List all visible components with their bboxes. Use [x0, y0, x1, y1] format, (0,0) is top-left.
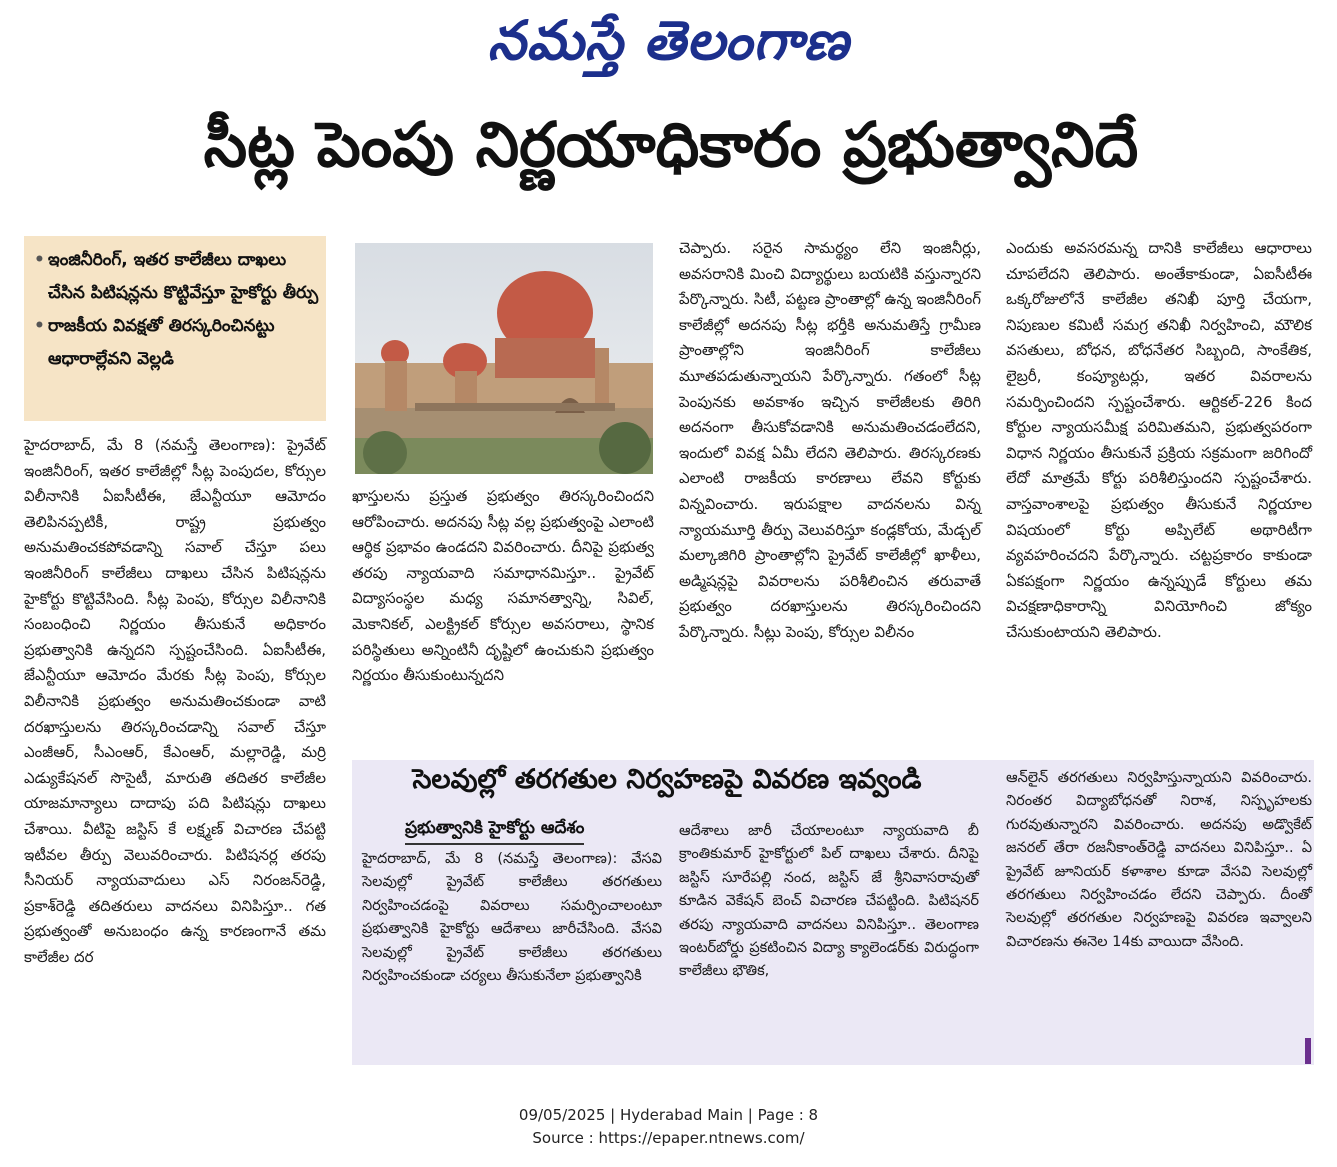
- high-court-building-image: [355, 243, 653, 474]
- highlight-item: • రాజకీయ వివక్షతో తిరస్కరించినట్టు ఆధారాల్లేవని వెల్లడి: [34, 310, 320, 376]
- article-column-2: [352, 484, 654, 689]
- sub-article-column-2: [679, 820, 979, 984]
- sub-article-column-1: [362, 848, 662, 988]
- article-column-3: [679, 236, 981, 646]
- article-text: హైదరాబాద్, మే 8 (నమస్తే తెలంగాణ): ప్రైవేట్ ఇంజినీరింగ్, ఇతర కాలేజీల్లో సీట్ల పెంపుదల, కోర్సుల విలీనానికి ఏఐసీటీఈ, జేఎన్టీయూ ఆమోదం తెలిపినప్పటికీ, రాష్ట్ర ప్రభుత్వం అనుమతించకపోవడాన్ని సవాల్ చేస్తూ పలు ఇంజినీరింగ్ కాలేజీలు దాఖలు చేసిన పిటిషన్లను హైకోర్టు కొట్టివేసింది. సీట్ల పెంపు, కోర్సుల విలీనానికి సంబంధించి నిర్ణయం తీసుకునే అధికారం ప్రభుత్వానికి ఉన్నదని స్పష్టంచేసింది. ఏఐసీటీఈ, జేఎన్టీయూ ఆమోదం మేరకు సీట్ల పెంపు, కోర్సుల విలీనానికి ప్రభుత్వం అనుమతించకుండా వాటి దరఖాస్తులను తిరస్కరించడాన్ని సవాల్ చేస్తూ ఎంజీఆర్, సీఎంఆర్, కేఎంఆర్, మల్లారెడ్డి, మర్రి ఎడ్యుకేషనల్ సొసైటీ, మారుతి తదితర కాలేజీల యాజమాన్యాలు దాదాపు పది పిటిషన్లు దాఖలు చేశాయి. వీటిపై జస్టిస్ కే లక్ష్మణ్ విచారణ చేపట్టి ఇటీవల తీర్పు వెలువరించారు. పిటిషనర్ల తరపు సీనియర్ న్యాయవాదులు ఎస్ నిరంజన్‌రెడ్డి, ప్రకాశ్‌రెడ్డి తదితరులు వాదనలు వినిపిస్తూ.. గత ప్రభుత్వంతో అనుబంధం ఉన్న కారణంగానే తమ కాలేజీల దర: [24, 436, 326, 966]
- article-text: ఆన్‌లైన్ తరగతులు నిర్వహిస్తున్నాయని వివరించారు. నిరంతర విద్యాబోధనతో నిరాశ, నిస్పృహలకు గురవుతున్నారని వివరించారు. అదనపు అడ్వొకేట్ జనరల్ తేరా రజనీకాంత్‌రెడ్డి వాదనలు వినిపిస్తూ.. ఏ ప్రైవేట్ జూనియర్ కళాశాల కూడా వేసవి సెలవుల్లో తరగతులు నిర్వహించడం లేదని చెప్పారు. దీంతో సెలవుల్లో తరగతుల నిర్వహణపై వివరణ ఇవ్వాలని విచారణను ఈనెల 14కు వాయిదా వేసింది.: [1006, 770, 1312, 950]
- masthead-logo: నమస్తే తెలంగాణ: [487, 8, 850, 72]
- footer-source: Source : https://epaper.ntnews.com/: [532, 1129, 805, 1147]
- article-column-4: [1006, 236, 1312, 646]
- sub-article-column-3: [1006, 767, 1312, 954]
- end-mark: [1305, 1038, 1311, 1064]
- page-headline: సీట్ల పెంపు నిర్ణయాధికారం ప్రభుత్వానిదే: [203, 108, 1139, 181]
- sub-article-kicker: ప్రభుత్వానికి హైకోర్టు ఆదేశం: [405, 818, 584, 842]
- highlight-item: • ఇంజినీరింగ్, ఇతర కాలేజీలు దాఖలు చేసిన పిటిషన్లను కొట్టివేస్తూ హైకోర్టు తీర్పు: [34, 244, 320, 310]
- article-text: హైదరాబాద్, మే 8 (నమస్తే తెలంగాణ): వేసవి సెలవుల్లో ప్రైవేట్ కాలేజీలు తరగతులు నిర్వహించడంపై వివరాలు సమర్పించాలంటూ ప్రభుత్వానికి హైకోర్టు ఆదేశాలు జారీచేసింది. వేసవి సెలవుల్లో ప్రైవేట్ కాలేజీలు తరగతులు నిర్వహించకుండా చర్యలు తీసుకునేలా ప్రభుత్వానికి: [362, 851, 662, 985]
- footer-date-edition: 09/05/2025 | Hyderabad Main | Page : 8: [518, 1106, 819, 1124]
- article-text: చెప్పారు. సరైన సామర్థ్యం లేని ఇంజినీర్లు, అవసరానికి మించి విద్యార్థులు బయటికి వస్తున్నారని పేర్కొన్నారు. సిటీ, పట్టణ ప్రాంతాల్లో ఉన్న ఇంజినీరింగ్ కాలేజీల్లో అదనపు సీట్ల భర్తీకి అనుమతిస్తే గ్రామీణ ప్రాంతాల్లోని ఇంజినీరింగ్ కాలేజీలు మూతపడుతున్నాయని పేర్కొన్నారు. గతంలో సీట్ల పెంపునకు అవకాశం ఇచ్చిన కాలేజీలకు తిరిగి అదనంగా తీసుకోవడానికి అనుమతించడంలేదని, ఇందులో వివక్ష ఏమీ లేదని తెలిపారు. తిరస్కరణకు ఎలాంటి రాజకీయ కారణాలు లేవని కోర్టుకు విన్నవించారు. ఇరుపక్షాల వాదనలను విన్న న్యాయమూర్తి తీర్పు వెలువరిస్తూ కండ్లకోయ, మేడ్చల్ మల్కాజిగిరి ప్రాంతాల్లోని ప్రైవేట్ కాలేజీల్లో ఖాళీలు, అడ్మిషన్లపై వివరాలను పరిశీలించిన తరువాతే ప్రభుత్వం దరఖాస్తులను తిరస్కరించిందని పేర్కొన్నారు. సీట్లు పెంపు, కోర్సుల విలీనం: [679, 239, 981, 641]
- highlights-box: [24, 236, 326, 421]
- article-text: ఆదేశాలు జారీ చేయాలంటూ న్యాయవాది బీ క్రాంతికుమార్ హైకోర్టులో పిల్ దాఖలు చేశారు. దీనిపై జస్టిస్ సూరేపల్లి నంద, జస్టిస్ జే శ్రీనివాసరావుతో కూడిన వెకేషన్ బెంచ్ విచారణ చేపట్టింది. పిటిషనర్ తరపు న్యాయవాది వాదనలు వినిపిస్తూ.. తెలంగాణ ఇంటర్‌బోర్డు ప్రకటించిన విద్యా క్యాలెండర్‌కు విరుద్ధంగా కాలేజీలు భౌతిక,: [679, 823, 979, 980]
- article-text: ఖాస్తులను ప్రస్తుత ప్రభుత్వం తిరస్కరించిందని ఆరోపించారు. అదనపు సీట్ల వల్ల ప్రభుత్వంపై ఎలాంటి ఆర్థిక ప్రభావం ఉండదని వివరించారు. దీనిపై ప్రభుత్వ తరపు న్యాయవాది సమాధానమిస్తూ.. ప్రైవేట్ విద్యాసంస్థల మధ్య సమానత్వాన్ని, సివిల్, మెకానికల్, ఎలక్ట్రికల్ కోర్సుల అవసరాలు, స్థానిక పరిస్థితులు అన్నింటినీ దృష్టిలో ఉంచుకుని ప్రభుత్వం నిర్ణయం తీసుకుంటున్నదని: [352, 487, 654, 685]
- article-text: ఎందుకు అవసరమన్న దానికి కాలేజీలు ఆధారాలు చూపలేదని తెలిపారు. అంతేకాకుండా, ఏఐసీటీఈ ఒక్కరోజులోనే కాలేజీల తనిఖీ పూర్తి చేయగా, నిపుణుల కమిటీ సమగ్ర తనిఖీ నిర్వహించి, మౌలిక వసతులు, బోధన, బోధనేతర సిబ్బంది, సాంకేతిక, లైబ్రరీ, కంప్యూటర్లు, ఇతర వివరాలను సమర్పించిందని స్పష్టంచేశారు. ఆర్టికల్-226 కింద కోర్టుల న్యాయసమీక్ష పరిమితమని, ప్రభుత్వపరంగా విధాన నిర్ణయం తీసుకునే ప్రక్రియ సక్రమంగా జరిగిందో లేదో మాత్రమే కోర్టు పరిశీలిస్తుందని స్పష్టంచేశారు. వాస్తవాంశాలపై ప్రభుత్వం తీసుకునే నిర్ణయాల విషయంలో కోర్టు అప్పిలేట్ అథారిటీగా వ్యవహరించదని పేర్కొన్నారు. చట్టప్రకారం కాకుండా ఏకపక్షంగా నిర్ణయం ఉన్నప్పుడే కోర్టులు తమ విచక్షణాధికారాన్ని వినియోగించి జోక్యం చేసుకుంటాయని తెలిపారు.: [1006, 239, 1312, 641]
- high-court-photo: [355, 243, 653, 474]
- article-column-1: [24, 433, 326, 970]
- sub-article-headline: సెలవుల్లో తరగతుల నిర్వహణపై వివరణ ఇవ్వండి: [412, 764, 922, 795]
